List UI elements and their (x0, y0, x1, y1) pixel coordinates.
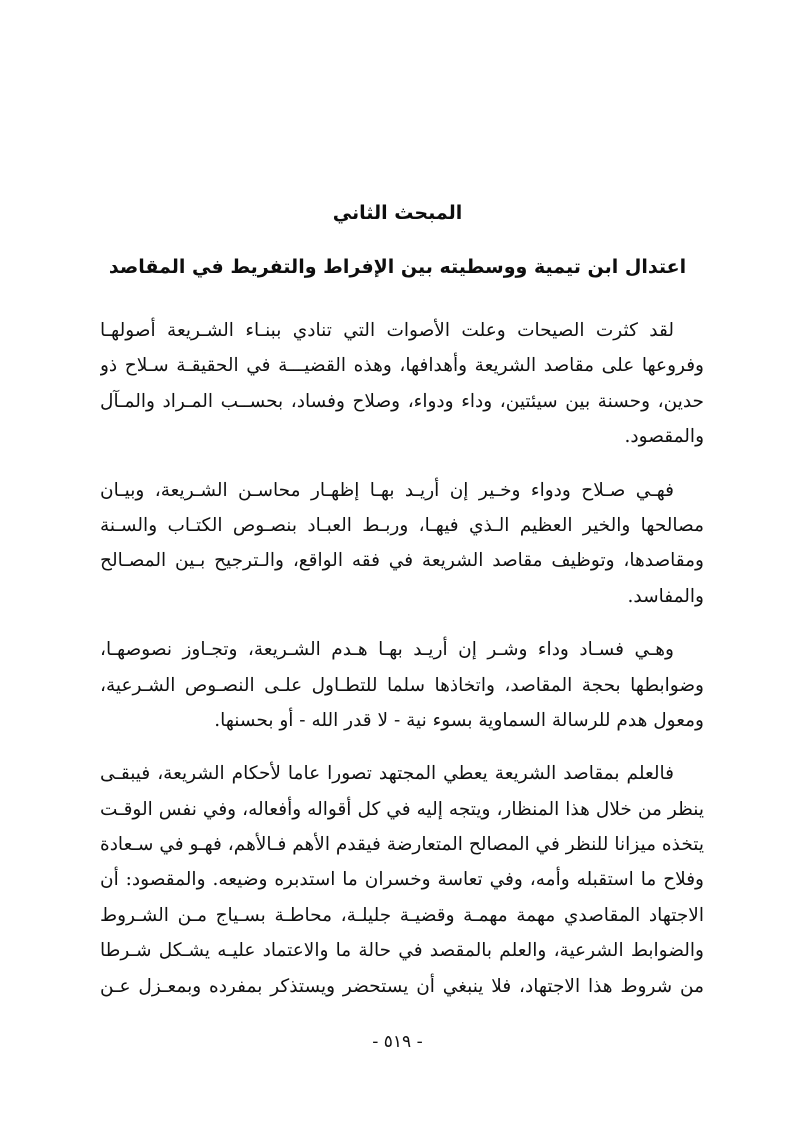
text-line: من شروط هذا الاجتهاد، فلا ينبغي أن يستحضر ويستذكر بمفرده وبمعـزل عـن (100, 975, 704, 997)
text-line: وفلاح ما استقبله وأمه، وفي تعاسة وخسران ما استدبره وضيعه. والمقصود: أن (100, 869, 704, 891)
text-line: والضوابط الشرعية، والعلم بالمقصد في حالة ما والاعتماد عليـه يشـكل شـرطا (100, 940, 704, 962)
text-line: وفروعها على مقاصد الشريعة وأهدافها، وهذه القضيـــة في الحقيقـة سـلاح ذو (100, 355, 704, 377)
text-line: حدين، وحسنة بين سيئتين، وداء ودواء، وصلاح وفساد، بحســب المـراد والمـآل (100, 390, 704, 412)
paragraph-gap (100, 455, 704, 473)
text-line: لقد كثرت الصيحات وعلت الأصوات التي تنادي ببنـاء الشـريعة أصولهـا (100, 320, 674, 341)
text-line: فالعلم بمقاصد الشريعة يعطي المجتهد تصورا عاما لأحكام الشريعة، فيبقـى (100, 763, 674, 785)
paragraph-1 (100, 313, 704, 455)
paragraph-gap (100, 738, 704, 756)
text-line: وهـي فسـاد وداء وشـر إن أريـد بهـا هـدم الشـريعة، وتجـاوز نصوصهـا، (100, 639, 674, 661)
paragraph-3 (100, 632, 704, 738)
text-line: والمقصود. (624, 426, 704, 448)
page-number: - ٥١٩ - (372, 1032, 423, 1052)
text-line: يتخذه ميزانا للنظر في المصالح المتعارضة فيقدم الأهم فـالأهم، فهـو في سـعادة (100, 834, 704, 856)
section-label: المبحث الثاني (332, 202, 463, 224)
section-title: اعتدال ابن تيمية ووسطيته بين الإفراط والتفريط في المقاصد (108, 256, 687, 278)
text-line: ومعول هدم للرسالة السماوية بسوء نية - لا قدر الله - أو بحسنها. (214, 709, 704, 731)
text-line: ومقاصدها، وتوظيف مقاصد الشريعة في فقه الواقع، والـترجيح بـين المصـالح (100, 550, 704, 572)
body-text (100, 313, 704, 1004)
text-line: وضوابطها بحجة المقاصد، واتخاذها سلما للتطـاول علـى النصـوص الشـرعية، (100, 674, 704, 696)
paragraph-gap (100, 614, 704, 632)
text-line: والمفاسد. (627, 585, 704, 607)
paragraph-4 (100, 756, 704, 1004)
text-line: الاجتهاد المقاصدي مهمة مهمـة وقضيـة جليلـة، محاطـة بسـياج مـن الشـروط (100, 904, 704, 926)
text-line: ينظر من خلال هذا المنظار، ويتجه إليه في كل أقواله وأفعاله، وفي نفس الوقـت (100, 798, 704, 820)
paragraph-2 (100, 473, 704, 615)
text-line: فهـي صـلاح ودواء وخـير إن أريـد بهـا إظهـار محاسـن الشـريعة، وبيـان (100, 479, 674, 501)
text-line: مصالحها والخير العظيم الـذي فيهـا، وربـط العبـاد بنصـوص الكتـاب والسـنة (100, 514, 704, 536)
